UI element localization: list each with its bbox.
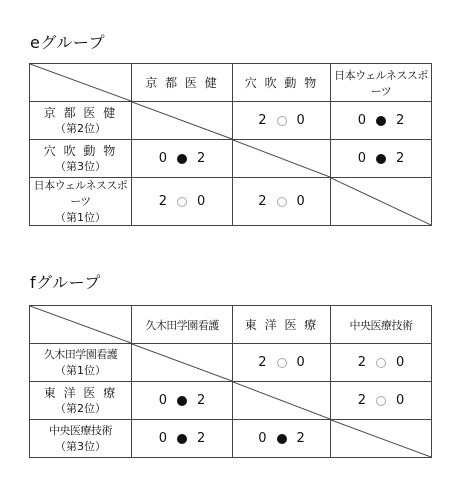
corner-cell xyxy=(30,306,132,344)
column-header-team: 穴 吹 動 物 xyxy=(233,64,331,102)
self-match-cell xyxy=(233,382,331,420)
score-display xyxy=(233,431,330,446)
score-right: 2 xyxy=(197,151,206,166)
row-header-team: 日本ウェルネススポーツ （第1位） xyxy=(30,178,132,226)
column-header-team: 中央医療技術 xyxy=(331,306,432,344)
match-result-cell xyxy=(233,102,331,140)
open-circle-icon xyxy=(177,197,187,207)
score-right: 0 xyxy=(296,355,305,370)
score-right: 2 xyxy=(396,151,405,166)
score-right: 0 xyxy=(396,393,405,408)
match-result-cell xyxy=(331,102,432,140)
self-match-cell xyxy=(331,178,432,226)
score-left: 2 xyxy=(158,194,167,209)
score-right: 2 xyxy=(296,431,305,446)
match-result-cell xyxy=(132,140,233,178)
open-circle-icon xyxy=(277,197,287,207)
score-display xyxy=(132,151,232,166)
score-right: 0 xyxy=(296,194,305,209)
score-display xyxy=(233,194,330,209)
row-header-team: 中央医療技術 （第3位） xyxy=(30,420,132,458)
score-display xyxy=(233,113,330,128)
self-match-cell xyxy=(132,102,233,140)
score-right: 2 xyxy=(396,113,405,128)
match-result-cell xyxy=(233,420,331,458)
score-left: 2 xyxy=(357,393,366,408)
match-result-cell xyxy=(132,420,233,458)
score-left: 0 xyxy=(258,431,267,446)
score-display xyxy=(331,355,431,370)
column-header-team: 久木田学園看護 xyxy=(132,306,233,344)
open-circle-icon xyxy=(277,116,287,126)
score-left: 2 xyxy=(357,355,366,370)
match-result-cell xyxy=(233,344,331,382)
group-title-e: eグループ xyxy=(30,33,106,52)
match-result-cell xyxy=(331,344,432,382)
score-left: 2 xyxy=(258,194,267,209)
score-left: 0 xyxy=(158,151,167,166)
score-left: 0 xyxy=(158,431,167,446)
score-display xyxy=(331,393,431,408)
open-circle-icon xyxy=(376,358,386,368)
filled-circle-icon xyxy=(277,434,287,444)
score-right: 0 xyxy=(396,355,405,370)
score-display xyxy=(132,431,232,446)
match-result-cell xyxy=(132,382,233,420)
self-match-cell xyxy=(331,420,432,458)
score-right: 0 xyxy=(296,113,305,128)
self-match-cell xyxy=(233,140,331,178)
score-left: 0 xyxy=(357,113,366,128)
score-right: 0 xyxy=(197,194,206,209)
match-result-cell xyxy=(331,382,432,420)
column-header-team: 日本ウェルネススポーツ xyxy=(331,64,432,102)
open-circle-icon xyxy=(277,358,287,368)
score-left: 0 xyxy=(357,151,366,166)
league-table-f xyxy=(29,305,432,458)
match-result-cell xyxy=(331,140,432,178)
match-result-cell xyxy=(132,178,233,226)
score-left: 0 xyxy=(158,393,167,408)
group-title-f: fグループ xyxy=(30,273,101,292)
score-display xyxy=(331,151,431,166)
column-header-team: 京 都 医 健 xyxy=(132,64,233,102)
row-header-team: 久木田学園看護 （第1位） xyxy=(30,344,132,382)
score-right: 2 xyxy=(197,393,206,408)
row-header-team: 京 都 医 健 （第2位） xyxy=(30,102,132,140)
corner-cell xyxy=(30,64,132,102)
column-header-team: 東 洋 医 療 xyxy=(233,306,331,344)
row-header-team: 穴 吹 動 物 （第3位） xyxy=(30,140,132,178)
score-display xyxy=(331,113,431,128)
filled-circle-icon xyxy=(177,154,187,164)
league-table-e xyxy=(29,63,432,226)
filled-circle-icon xyxy=(376,116,386,126)
filled-circle-icon xyxy=(177,396,187,406)
filled-circle-icon xyxy=(177,434,187,444)
filled-circle-icon xyxy=(376,154,386,164)
match-result-cell xyxy=(233,178,331,226)
row-header-team: 東 洋 医 療 （第2位） xyxy=(30,382,132,420)
score-left: 2 xyxy=(258,355,267,370)
score-display xyxy=(233,355,330,370)
score-right: 2 xyxy=(197,431,206,446)
open-circle-icon xyxy=(376,396,386,406)
score-display xyxy=(132,194,232,209)
score-display xyxy=(132,393,232,408)
self-match-cell xyxy=(132,344,233,382)
score-left: 2 xyxy=(258,113,267,128)
